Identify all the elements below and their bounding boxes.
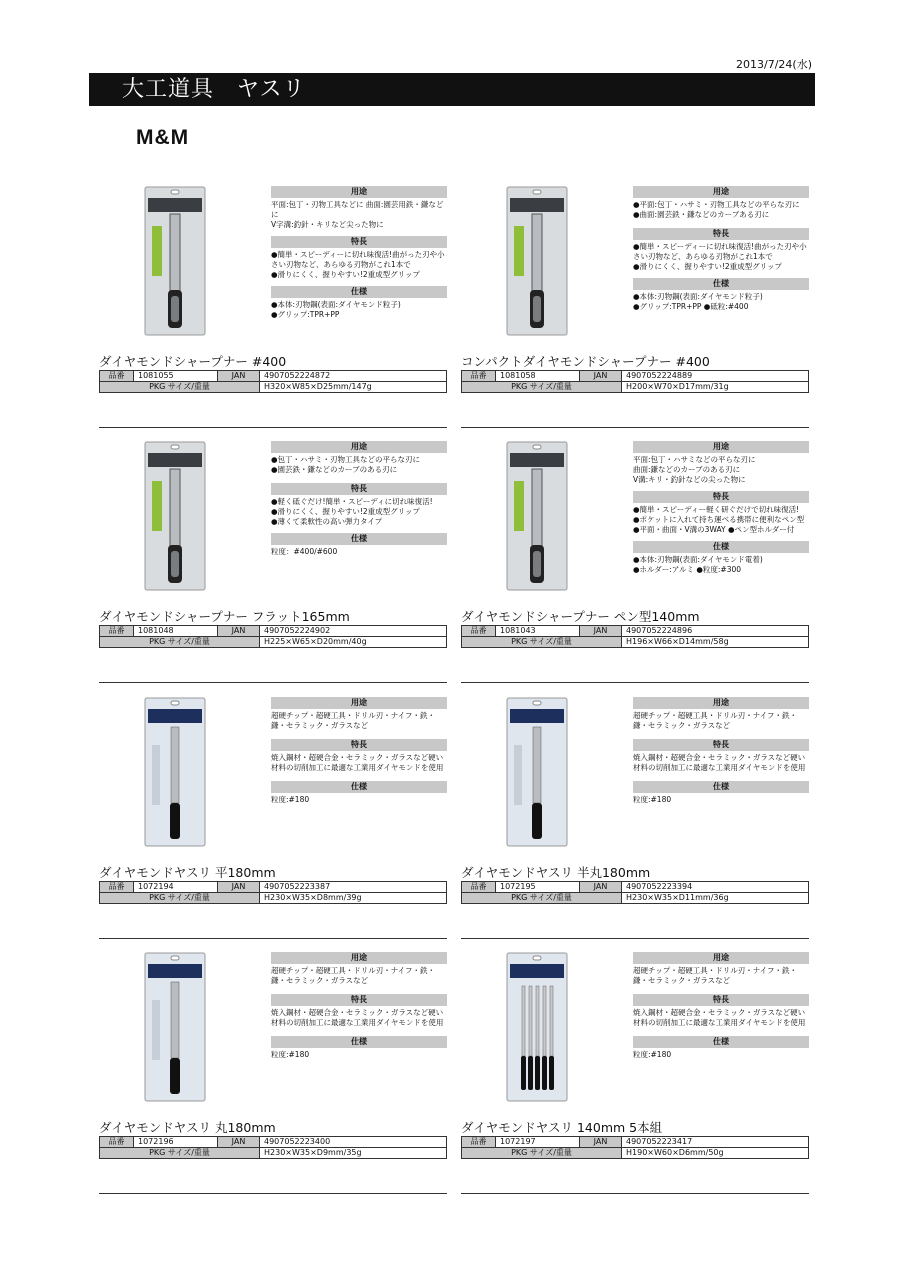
document-date: 2013/7/24(水) <box>736 58 812 71</box>
usage-text: 超硬チップ・超硬工具・ドリル刃・ナイフ・鉄・鎌・セラミック・ガラスなど <box>271 966 436 985</box>
usage-heading: 用途 <box>633 441 809 453</box>
spec-heading: 仕様 <box>633 278 809 290</box>
features-heading: 特長 <box>271 483 447 495</box>
part-no-value: 1072195 <box>496 882 580 893</box>
part-no-value: 1072197 <box>496 1137 580 1148</box>
spec-text: 粒度：#400/#600 <box>271 547 338 556</box>
jan-value: 4907052223394 <box>622 882 809 893</box>
product-name: ダイヤモンドヤスリ 140mm 5本組 <box>461 1120 663 1135</box>
product-image <box>506 186 568 336</box>
package-illustration <box>506 186 568 336</box>
spec-text: 粒度:#180 <box>633 795 672 804</box>
product-name: ダイヤモンドシャープナー #400 <box>99 354 287 369</box>
part-no-label: 品番 <box>100 882 134 893</box>
spec-panel <box>633 186 809 320</box>
product-name: ダイヤモンドヤスリ 半丸180mm <box>461 865 651 880</box>
usage-heading: 用途 <box>271 697 447 709</box>
usage-text: 超硬チップ・超硬工具・ドリル刃・ナイフ・鉄・鎌・セラミック・ガラスなど <box>633 711 798 730</box>
package-illustration <box>506 697 568 847</box>
features-heading: 特長 <box>633 491 809 503</box>
product-info-table <box>99 1136 447 1159</box>
product-info-table <box>99 881 447 904</box>
jan-value: 4907052223387 <box>260 882 447 893</box>
product-image <box>506 952 568 1102</box>
pkg-value: H230×W35×D11mm/36g <box>622 893 809 904</box>
usage-text: 超硬チップ・超硬工具・ドリル刃・ナイフ・鉄・鎌・セラミック・ガラスなど <box>633 966 798 985</box>
spec-panel <box>633 697 809 823</box>
part-no-label: 品番 <box>462 371 496 382</box>
features-heading: 特長 <box>633 228 809 240</box>
usage-text: 平面:包丁・ハサミなどの平らな刃に 曲面:鎌などのカーブのある刃に V溝:キリ・釣針などの尖った物に <box>633 455 756 484</box>
usage-text: ●平面:包丁・ハサミ・刃物工具などの平らな刃に ●曲面:園芸鉄・鎌などのカーブある刃に <box>633 200 800 219</box>
features-text: 焼入鋼材・超硬合金・セラミック・ガラスなど硬い材料の切削加工に最適な工業用ダイヤモンドを使用 <box>271 753 444 772</box>
part-no-value: 1081058 <box>496 371 580 382</box>
part-no-value: 1081055 <box>134 371 218 382</box>
product-card <box>461 186 811 446</box>
divider <box>99 682 447 683</box>
product-name: ダイヤモンドシャープナー フラット165mm <box>99 609 350 624</box>
usage-text: ●包丁・ハサミ・刃物工具などの平らな刃に ●園芸鉄・鎌などのカーブのある刃に <box>271 455 421 474</box>
usage-text: 超硬チップ・超硬工具・ドリル刃・ナイフ・鉄・鎌・セラミック・ガラスなど <box>271 711 436 730</box>
package-illustration <box>506 441 568 591</box>
pkg-label: PKG サイズ/重量 <box>462 382 622 393</box>
product-name: ダイヤモンドシャープナー ペン型140mm <box>461 609 700 624</box>
product-info-table <box>461 625 809 648</box>
product-name: ダイヤモンドヤスリ 平180mm <box>99 865 276 880</box>
features-text: 焼入鋼材・超硬合金・セラミック・ガラスなど硬い材料の切削加工に最適な工業用ダイヤモンドを使用 <box>633 1008 806 1027</box>
package-illustration <box>144 441 206 591</box>
table-row <box>100 1137 447 1148</box>
product-info-table <box>461 881 809 904</box>
product-card <box>99 697 449 957</box>
features-heading: 特長 <box>271 994 447 1006</box>
pkg-value: H196×W66×D14mm/58g <box>622 637 809 648</box>
pkg-label: PKG サイズ/重量 <box>462 893 622 904</box>
product-info-table <box>99 625 447 648</box>
divider <box>461 427 809 428</box>
spec-panel <box>633 441 809 583</box>
jan-label: JAN <box>580 371 622 382</box>
usage-heading: 用途 <box>271 186 447 198</box>
product-info-table <box>461 370 809 393</box>
features-heading: 特長 <box>271 236 447 248</box>
package-illustration <box>144 186 206 336</box>
spec-panel <box>271 697 447 823</box>
part-no-value: 1072194 <box>134 882 218 893</box>
spec-heading: 仕様 <box>271 1036 447 1048</box>
usage-heading: 用途 <box>271 952 447 964</box>
spec-text: ●本体:刃物鋼(表面:ダイヤモンド粒子) ●グリップ:TPR+PP <box>271 300 401 319</box>
features-heading: 特長 <box>271 739 447 751</box>
package-illustration <box>144 697 206 847</box>
features-text: ●軽く砥ぐだけ!簡単・スピーディに切れ味復活! ●滑りにくく、握りやすい!2重成型グリップ ●薄くて柔軟性の高い弾力タイプ <box>271 497 433 526</box>
spec-text: ●本体:刃物鋼(表面:ダイヤモンド粒子) ●グリップ:TPR+PP ●砥粒:#400 <box>633 292 763 311</box>
product-image <box>144 952 206 1102</box>
pkg-label: PKG サイズ/重量 <box>462 637 622 648</box>
pkg-label: PKG サイズ/重量 <box>100 637 260 648</box>
product-card <box>461 441 811 701</box>
product-card <box>461 952 811 1212</box>
jan-value: 4907052224902 <box>260 626 447 637</box>
spec-heading: 仕様 <box>271 781 447 793</box>
product-info-table <box>461 1136 809 1159</box>
part-no-label: 品番 <box>100 1137 134 1148</box>
table-row <box>462 371 809 382</box>
product-card <box>99 186 449 446</box>
product-card <box>99 441 449 701</box>
pkg-value: H320×W85×D25mm/147g <box>260 382 447 393</box>
part-no-value: 1081048 <box>134 626 218 637</box>
pkg-label: PKG サイズ/重量 <box>100 1148 260 1159</box>
pkg-label: PKG サイズ/重量 <box>100 893 260 904</box>
part-no-label: 品番 <box>100 371 134 382</box>
spec-panel <box>271 952 447 1078</box>
product-name: ダイヤモンドヤスリ 丸180mm <box>99 1120 276 1135</box>
product-image <box>506 441 568 591</box>
table-row <box>462 637 809 648</box>
usage-heading: 用途 <box>633 952 809 964</box>
jan-value: 4907052224889 <box>622 371 809 382</box>
divider <box>99 938 447 939</box>
table-row <box>100 893 447 904</box>
pkg-label: PKG サイズ/重量 <box>462 1148 622 1159</box>
table-row <box>462 626 809 637</box>
part-no-label: 品番 <box>462 626 496 637</box>
features-text: 焼入鋼材・超硬合金・セラミック・ガラスなど硬い材料の切削加工に最適な工業用ダイヤモンドを使用 <box>633 753 806 772</box>
spec-heading: 仕様 <box>271 286 447 298</box>
features-heading: 特長 <box>633 994 809 1006</box>
pkg-value: H230×W35×D8mm/39g <box>260 893 447 904</box>
package-illustration <box>506 952 568 1102</box>
features-heading: 特長 <box>633 739 809 751</box>
usage-heading: 用途 <box>633 697 809 709</box>
spec-text: ●本体:刃物鋼(表面:ダイヤモンド電着) ●ホルダー:アルミ ●粒度:#300 <box>633 555 763 574</box>
jan-label: JAN <box>580 626 622 637</box>
part-no-label: 品番 <box>462 1137 496 1148</box>
divider <box>461 938 809 939</box>
page-title: 大工道具 ヤスリ <box>89 73 815 106</box>
spec-text: 粒度:#180 <box>271 1050 310 1059</box>
brand-logo: M&M <box>136 126 190 149</box>
jan-value: 4907052224872 <box>260 371 447 382</box>
spec-heading: 仕様 <box>633 541 809 553</box>
part-no-label: 品番 <box>100 626 134 637</box>
pkg-value: H225×W65×D20mm/40g <box>260 637 447 648</box>
table-row <box>100 1148 447 1159</box>
spec-heading: 仕様 <box>633 781 809 793</box>
pkg-label: PKG サイズ/重量 <box>100 382 260 393</box>
package-illustration <box>144 952 206 1102</box>
table-row <box>100 626 447 637</box>
table-row <box>462 893 809 904</box>
usage-heading: 用途 <box>633 186 809 198</box>
spec-panel <box>271 186 447 328</box>
table-row <box>100 637 447 648</box>
product-image <box>144 697 206 847</box>
jan-value: 4907052223400 <box>260 1137 447 1148</box>
jan-value: 4907052223417 <box>622 1137 809 1148</box>
pkg-value: H230×W35×D9mm/35g <box>260 1148 447 1159</box>
table-row <box>462 1148 809 1159</box>
spec-heading: 仕様 <box>633 1036 809 1048</box>
part-no-label: 品番 <box>462 882 496 893</box>
product-image <box>144 186 206 336</box>
spec-text: 粒度:#180 <box>633 1050 672 1059</box>
jan-value: 4907052224896 <box>622 626 809 637</box>
table-row <box>462 382 809 393</box>
spec-panel <box>633 952 809 1078</box>
table-row <box>100 882 447 893</box>
part-no-value: 1072196 <box>134 1137 218 1148</box>
product-name: コンパクトダイヤモンドシャープナー #400 <box>461 354 710 369</box>
features-text: ●簡単・スピーディーに切れ味復活!曲がった刃や小さい刃物など、あらゆる刃物がこれ1本で ●滑りにくく、握りやすい!2重成型グリップ <box>271 250 445 279</box>
spec-heading: 仕様 <box>271 533 447 545</box>
usage-text: 平面:包丁・刃物工具などに 曲面:園芸用鉄・鎌などに V字溝:釣針・キリなど尖った物に <box>271 200 444 229</box>
part-no-value: 1081043 <box>496 626 580 637</box>
usage-heading: 用途 <box>271 441 447 453</box>
table-row <box>100 371 447 382</box>
features-text: ●簡単・スピーディーに切れ味復活!曲がった刃や小さい刃物など、あらゆる刃物がこれ1本で ●滑りにくく、握りやすい!2重成型グリップ <box>633 242 807 271</box>
product-image <box>144 441 206 591</box>
product-image <box>506 697 568 847</box>
jan-label: JAN <box>218 371 260 382</box>
spec-text: 粒度:#180 <box>271 795 310 804</box>
divider <box>99 427 447 428</box>
table-row <box>462 1137 809 1148</box>
features-text: 焼入鋼材・超硬合金・セラミック・ガラスなど硬い材料の切削加工に最適な工業用ダイヤモンドを使用 <box>271 1008 444 1027</box>
jan-label: JAN <box>218 626 260 637</box>
spec-panel <box>271 441 447 575</box>
divider <box>461 682 809 683</box>
table-row <box>462 882 809 893</box>
jan-label: JAN <box>218 882 260 893</box>
product-card <box>461 697 811 957</box>
divider <box>99 1193 447 1194</box>
pkg-value: H200×W70×D17mm/31g <box>622 382 809 393</box>
jan-label: JAN <box>580 882 622 893</box>
features-text: ●簡単・スピーディー軽く研ぐだけで切れ味復活! ●ポケットに入れて持ち運べる携帯に便利なペン型 ●平面・曲面・V溝の3WAY ●ペン型ホルダー付 <box>633 505 805 534</box>
table-row <box>100 382 447 393</box>
product-info-table <box>99 370 447 393</box>
divider <box>461 1193 809 1194</box>
jan-label: JAN <box>218 1137 260 1148</box>
product-card <box>99 952 449 1212</box>
jan-label: JAN <box>580 1137 622 1148</box>
pkg-value: H190×W60×D6mm/50g <box>622 1148 809 1159</box>
